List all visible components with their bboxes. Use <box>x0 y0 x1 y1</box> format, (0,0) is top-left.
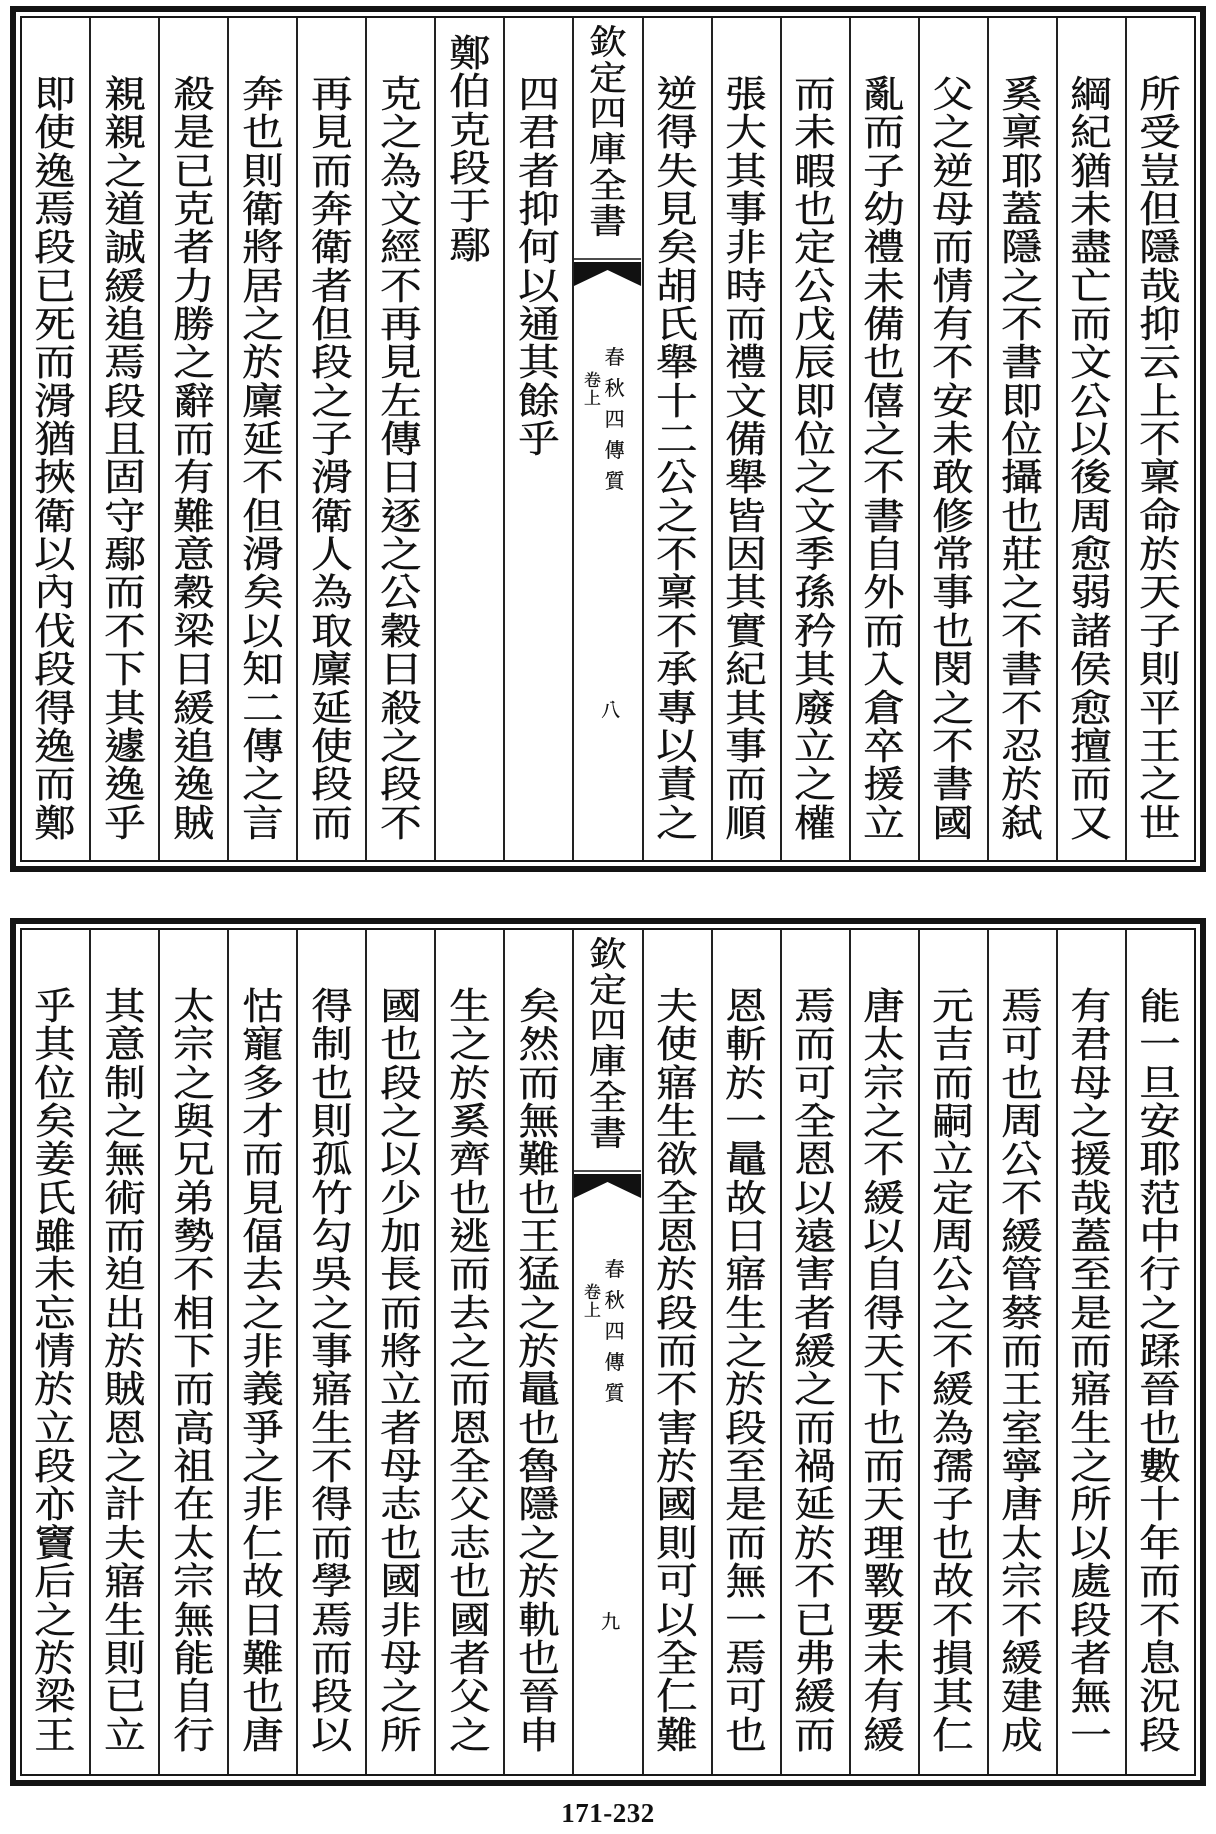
page-label: 171-232 <box>561 1798 655 1828</box>
text-column <box>22 930 91 1774</box>
book-title: 春秋四傳質 <box>604 1257 625 1405</box>
column-text: 有君母之援哉蓋至是而寤生之所以處段者無一 <box>1070 985 1113 1757</box>
column-text: 得制也則孤竹勾吳之事寤生不得而學焉而段以 <box>310 985 353 1757</box>
text-column <box>160 930 229 1774</box>
lower-leaf <box>10 918 1206 1786</box>
text-column <box>851 930 920 1774</box>
collection-title: 欽定四庫全書 <box>589 23 627 242</box>
volume-label: 卷上 <box>584 371 602 409</box>
leaf-frame <box>20 16 1196 862</box>
column-text: 亂而子幼禮未備也僖之不書自外而入倉卒援立 <box>863 73 905 845</box>
column-text: 即使逸焉段已死而滑猶挾衛以內伐段得逸而鄭 <box>34 73 77 845</box>
column-text: 其意制之無術而迫出於賊恩之計夫寤生則已立 <box>103 985 146 1757</box>
text-column <box>989 18 1058 860</box>
text-column <box>1127 18 1194 860</box>
text-column <box>298 930 367 1774</box>
scripture-heading: 鄭伯克段于鄢 <box>449 32 491 267</box>
scripture-heading-column <box>436 18 505 860</box>
text-column <box>367 930 436 1774</box>
column-text: 國也段之以少加長而將立者母志也國非母之所 <box>380 985 422 1757</box>
leaf-frame <box>20 928 1196 1776</box>
column-text: 怙寵多才而見偪去之非義爭之非仁故曰難也唐 <box>241 985 284 1757</box>
column-text: 而未暇也定公戊辰即位之文季孫矜其廢立之權 <box>794 73 836 845</box>
text-column <box>91 18 160 860</box>
text-column <box>1058 18 1127 860</box>
column-text: 夫使寤生欲全恩於段而不害於國則可以全仁難 <box>656 985 698 1757</box>
collection-title: 欽定四庫全書 <box>589 935 627 1154</box>
text-column <box>298 18 367 860</box>
column-text: 親親之道誠緩追焉段且固守鄢而不下其遽逸乎 <box>103 73 146 845</box>
column-text: 父之逆母而情有不安未敢修常事也閔之不書國 <box>932 73 975 845</box>
leaf-number: 八 <box>601 699 621 721</box>
column-text: 奔也則衛將居之於廩延不但滑矣以知二傳之言 <box>241 73 284 845</box>
column-text: 焉而可全恩以遠害者緩之而禍延於不已弗緩而 <box>794 985 836 1757</box>
column-text: 太宗之與兄弟勢不相下而高祖在太宗無能自行 <box>172 985 215 1757</box>
text-column <box>1127 930 1194 1774</box>
text-column <box>920 18 989 860</box>
text-column <box>505 930 574 1774</box>
column-text: 生之於奚齊也逃而去之而恩全父志也國者父之 <box>449 985 491 1757</box>
text-column <box>436 930 505 1774</box>
upper-leaf <box>10 6 1206 872</box>
column-text: 乎其位矣姜氏雖未忘情於立段亦竇后之於梁王 <box>34 985 77 1757</box>
column-text: 唐太宗之不緩以自得天下也而天理斁要未有緩 <box>863 985 905 1757</box>
leaf-number: 九 <box>601 1611 621 1633</box>
text-column <box>22 18 91 860</box>
text-column <box>713 930 782 1774</box>
column-text: 克之為文經不再見左傳曰逐之公穀曰殺之段不 <box>380 73 422 845</box>
column-text: 四君者抑何以通其餘乎 <box>518 73 560 462</box>
column-text: 綱紀猶未盡亡而文公以後周愈弱諸侯愈擅而又 <box>1070 73 1113 845</box>
column-text: 殺是已克者力勝之辭而有難意穀梁曰緩追逸賊 <box>172 73 215 845</box>
banner-column <box>574 930 643 1774</box>
column-text: 恩斬於一鼂故曰寤生之於段至是而無一焉可也 <box>725 985 767 1757</box>
text-column <box>782 18 851 860</box>
column-text: 奚稟耶蓋隱之不書即位攝也莊之不書不忍於弑 <box>1001 73 1044 845</box>
column-text: 能一旦安耶范中行之蹂晉也數十年而不息況段 <box>1139 985 1182 1757</box>
column-text: 元吉而嗣立定周公之不緩為孺子也故不損其仁 <box>932 985 975 1757</box>
text-column <box>989 930 1058 1774</box>
text-column <box>505 18 574 860</box>
banner-column <box>574 18 643 860</box>
column-text: 再見而奔衛者但段之子滑衛人為取廩延使段而 <box>310 73 353 845</box>
volume-label: 卷上 <box>584 1283 602 1321</box>
column-text: 張大其事非時而禮文備舉皆因其實紀其事而順 <box>725 73 767 845</box>
text-column <box>160 18 229 860</box>
text-column <box>229 18 298 860</box>
column-text: 焉可也周公不緩管蔡而王室寧唐太宗不緩建成 <box>1001 985 1044 1757</box>
fishtail-mark <box>574 1170 641 1200</box>
text-column <box>1058 930 1127 1774</box>
text-column <box>644 18 713 860</box>
text-column <box>91 930 160 1774</box>
fishtail-mark <box>574 258 641 288</box>
book-title: 春秋四傳質 <box>604 345 625 493</box>
column-text: 所受豈但隱哉抑云上不稟命於天子則平王之世 <box>1139 73 1182 845</box>
column-text: 矣然而無難也王猛之於鼂也魯隱之於軌也晉申 <box>518 985 560 1757</box>
text-column <box>367 18 436 860</box>
text-column <box>782 930 851 1774</box>
column-text: 逆得失見矣胡氏舉十二公之不稟不承專以責之 <box>656 73 698 845</box>
text-column <box>229 930 298 1774</box>
text-column <box>851 18 920 860</box>
text-column <box>713 18 782 860</box>
text-column <box>920 930 989 1774</box>
text-column <box>644 930 713 1774</box>
